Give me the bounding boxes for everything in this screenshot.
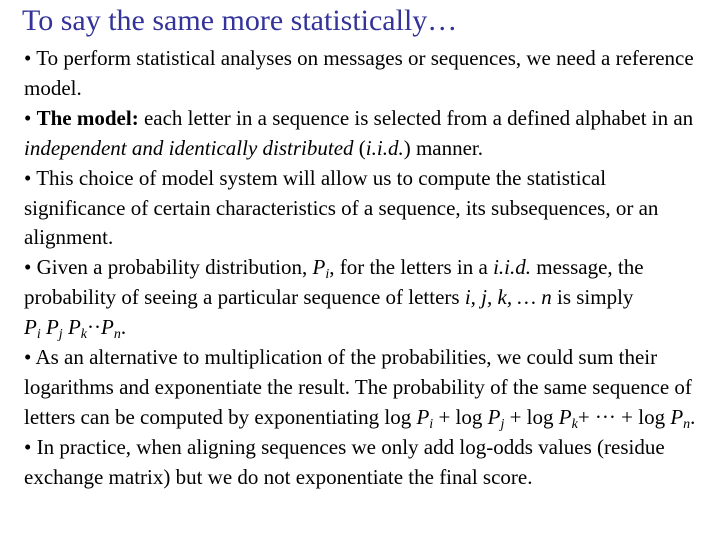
bullet-text: each letter in a sequence is selected from a defined alphabet in an (138, 105, 694, 130)
subscript-n: n (683, 416, 691, 432)
subscript-j: j (500, 416, 505, 432)
bullet-italic-abbrev: i.i.d. (365, 135, 404, 160)
ellipsis: ·· (86, 315, 101, 340)
var-p: P (670, 404, 684, 429)
subscript-i: i (325, 267, 330, 283)
formula-product (24, 315, 127, 343)
bullet-text: + log (504, 404, 559, 429)
bullet-in-practice (24, 433, 704, 493)
bullet-text: + log (433, 404, 488, 429)
bullet-italic-term: independent and identically distributed (24, 135, 354, 160)
var-p: P (487, 404, 501, 429)
bullet-marker: • (24, 345, 32, 370)
bullet-text: is simply (551, 285, 634, 310)
period: . (120, 315, 127, 340)
slide-title: To say the same more statistically… (22, 4, 458, 37)
bullet-text: ( (353, 135, 366, 160)
var-p: P (416, 404, 430, 429)
period: . (690, 404, 696, 429)
bullet-text: To perform statistical analyses on messages or sequences, we need a reference model. (24, 46, 694, 100)
formula-term (416, 404, 434, 432)
formula-term (670, 404, 696, 432)
var-p: P (100, 315, 114, 340)
bullet-text: message, the probability of seeing a particular sequence of letters (24, 255, 644, 310)
bullet-text: In practice, when aligning sequences we only add log-odds values (residue exchange matrix) but we do not exponentiate the final score. (24, 434, 665, 489)
bullet-text: ) manner. (403, 135, 484, 160)
bullet-text: Given a probability distribution, (36, 255, 313, 280)
bullet-text: As an alternative to multiplication of the probabilities, we could sum their logarithms and exponentiate the result. The probability of the same sequence of letters can be computed by exponentiating log (24, 345, 692, 429)
bullet-marker: • (24, 255, 32, 280)
bullet-the-model (24, 104, 704, 164)
formula-term (558, 404, 578, 432)
bullet-text: This choice of model system will allow us to compute the statistical significance of certain characteristics of a sequence, its subsequences, or an alignment. (24, 165, 659, 250)
bullet-marker: • (24, 165, 32, 190)
bullet-model-system (24, 164, 704, 254)
formula-term (487, 404, 505, 432)
var-p: P (24, 315, 37, 340)
bullet-marker: • (24, 105, 32, 130)
bullet-text: + ··· + log (577, 404, 671, 429)
bullet-text: , for the letters in a (329, 255, 494, 280)
bullet-marker: • (24, 434, 32, 459)
subscript-j: j (58, 327, 63, 343)
var-p: P (45, 315, 59, 340)
bullet-reference-model (24, 44, 704, 104)
var-p: P (67, 315, 81, 340)
bullet-marker: • (24, 46, 32, 70)
bullet-logarithms (24, 343, 704, 433)
bullet-bold-label: The model: (36, 105, 139, 130)
var-p: P (312, 255, 326, 280)
formula-pi (312, 255, 330, 283)
subscript-i: i (36, 327, 41, 343)
var-p: P (558, 404, 572, 429)
slide-body (24, 44, 704, 493)
subscript-k: k (80, 327, 87, 343)
subscript-i: i (429, 416, 434, 432)
subscript-k: k (571, 416, 578, 432)
subscript-n: n (113, 327, 121, 343)
bullet-italic-abbrev: i.i.d. (493, 255, 531, 280)
bullet-probability-distribution (24, 253, 704, 343)
letter-sequence: i, j, k, … n (464, 285, 552, 310)
